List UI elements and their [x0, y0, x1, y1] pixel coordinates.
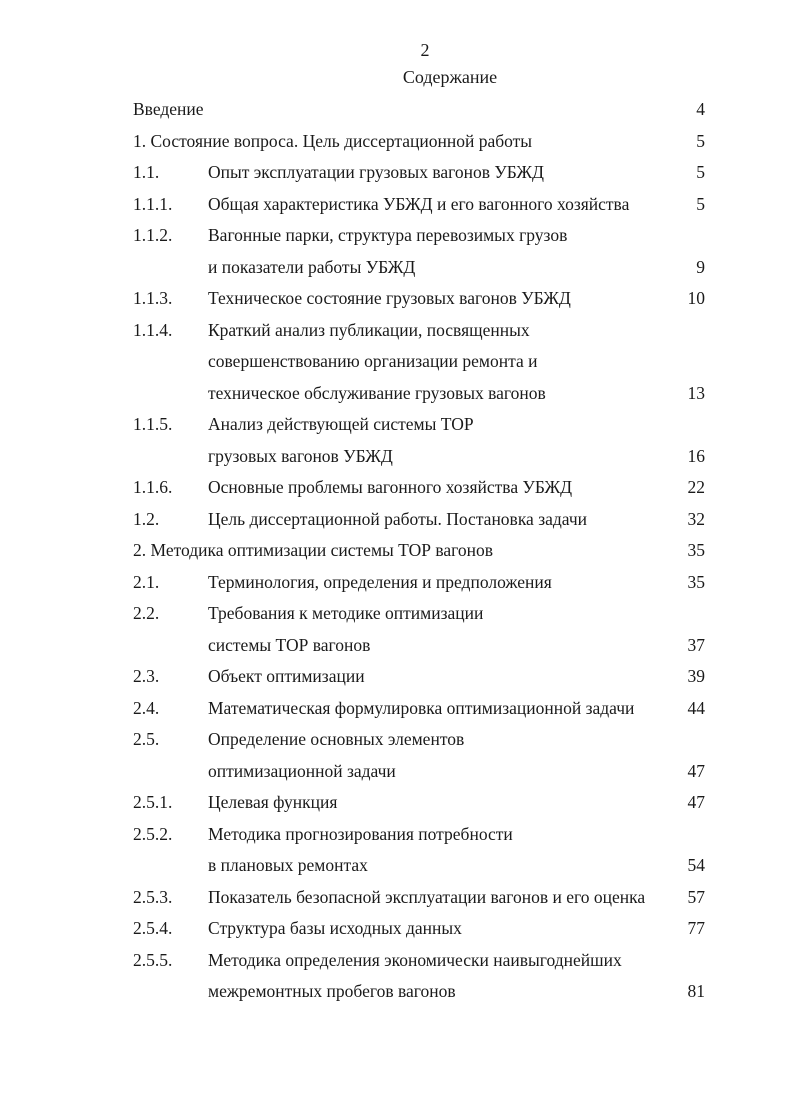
toc-entry-page: 10 — [687, 288, 705, 308]
toc-entry-text: Математическая формулировка оптимизационной задачи — [208, 697, 635, 718]
toc-entry — [0, 884, 797, 916]
toc-entry-text: Введение — [133, 99, 204, 119]
toc-entry-text: в плановых ремонтах — [208, 855, 368, 875]
toc-entry-text: Опыт эксплуатации грузовых вагонов УБЖД — [208, 162, 544, 182]
toc-entry — [0, 411, 797, 443]
toc-entry-page: 35 — [687, 540, 705, 560]
toc-entry-number: 1.2. — [133, 508, 160, 529]
toc-entry-text: Объект оптимизации — [208, 666, 365, 686]
toc-entry-page: 39 — [687, 666, 705, 686]
toc-entry-number: 1.1.2. — [133, 225, 173, 245]
toc-entry — [0, 159, 797, 191]
toc-entry-text: Общая характеристика УБЖД и его вагонного хозяйства — [208, 193, 630, 214]
toc-entry — [0, 317, 797, 349]
toc-entry — [0, 537, 797, 569]
toc-entry — [0, 789, 797, 821]
toc-entry-text: оптимизационной задачи — [208, 760, 396, 781]
toc-entry-page: 54 — [687, 855, 705, 875]
toc-entry-text: Основные проблемы вагонного хозяйства УБЖД — [208, 477, 573, 497]
toc-entry — [0, 96, 797, 128]
toc-entry-page: 9 — [696, 256, 705, 277]
toc-entry-page: 5 — [696, 193, 705, 214]
toc-entry-page: 35 — [687, 571, 705, 592]
toc-entry — [0, 947, 797, 979]
toc-entry-text: Целевая функция — [208, 792, 338, 812]
toc-entry-number: 2.5.2. — [133, 823, 173, 844]
toc-entry-text: системы ТОР вагонов — [208, 634, 371, 655]
toc-entry — [0, 348, 797, 380]
toc-entry-text: Терминология, определения и предположения — [208, 571, 552, 592]
toc-entry-page: 57 — [687, 886, 705, 907]
toc-entry-text: Определение основных элементов — [208, 729, 465, 749]
toc-entry-text: Показатель безопасной эксплуатации вагонов и его оценка — [208, 886, 646, 907]
toc-entry-text: Структура базы исходных данных — [208, 918, 462, 938]
toc-entry-page: 77 — [687, 918, 705, 938]
toc-entry-number: 2.5. — [133, 729, 160, 749]
toc-entry-number: 2.5.1. — [133, 792, 173, 812]
toc-entry — [0, 726, 797, 758]
toc-entry-text: Техническое состояние грузовых вагонов УБЖД — [208, 288, 571, 308]
toc-entry-number: 1.1.5. — [133, 414, 173, 434]
toc-entry-page: 16 — [687, 445, 705, 466]
toc-entry-text: Вагонные парки, структура перевозимых грузов — [208, 225, 568, 245]
toc-entry-page: 22 — [687, 477, 705, 497]
toc-entry-number: 2.5.3. — [133, 886, 173, 907]
toc-entry-page: 5 — [696, 130, 705, 151]
toc-entry-number: 1.1.6. — [133, 477, 173, 497]
page-title: Содержание — [402, 67, 498, 87]
table-of-contents — [0, 96, 797, 1010]
toc-entry-page: 5 — [696, 162, 705, 182]
toc-entry — [0, 474, 797, 506]
toc-entry-text: Краткий анализ публикации, посвященных — [208, 319, 530, 340]
toc-entry-number: 1.1.4. — [133, 319, 173, 340]
toc-entry — [0, 191, 797, 223]
toc-entry-number: 2.1. — [133, 571, 160, 592]
toc-entry-page: 32 — [687, 508, 705, 529]
toc-entry — [0, 254, 797, 286]
toc-entry-text: Анализ действующей системы ТОР — [208, 414, 474, 434]
toc-entry-text: 2. Методика оптимизации системы ТОР вагонов — [133, 540, 494, 560]
toc-entry-page: 47 — [687, 760, 705, 781]
toc-entry-number: 2.5.4. — [133, 918, 173, 938]
toc-entry-text: межремонтных пробегов вагонов — [208, 981, 456, 1001]
toc-entry — [0, 852, 797, 884]
toc-entry — [0, 915, 797, 947]
toc-entry-text: Требования к методике оптимизации — [208, 603, 484, 623]
toc-entry-text: Цель диссертационной работы. Постановка задачи — [208, 508, 588, 529]
toc-entry-number: 2.3. — [133, 666, 160, 686]
toc-entry-number: 1.1.1. — [133, 193, 173, 214]
toc-entry-text: техническое обслуживание грузовых вагонов — [208, 382, 546, 403]
toc-entry-number: 1.1. — [133, 162, 160, 182]
toc-entry — [0, 758, 797, 790]
toc-entry — [0, 978, 797, 1010]
toc-entry-text: Методика определения экономически наивыгоднейших — [208, 949, 622, 970]
page-number: 2 — [420, 40, 430, 60]
toc-entry — [0, 128, 797, 160]
toc-entry — [0, 663, 797, 695]
toc-entry-page: 4 — [696, 99, 705, 119]
toc-entry-number: 2.2. — [133, 603, 160, 623]
toc-entry — [0, 285, 797, 317]
toc-entry-number: 1.1.3. — [133, 288, 173, 308]
toc-entry-text: Методика прогнозирования потребности — [208, 823, 513, 844]
toc-entry — [0, 222, 797, 254]
toc-entry — [0, 600, 797, 632]
toc-entry-page: 44 — [687, 697, 705, 718]
toc-entry-number: 2.4. — [133, 697, 160, 718]
toc-entry-text: совершенствованию организации ремонта и — [208, 351, 538, 371]
toc-entry — [0, 821, 797, 853]
toc-entry — [0, 380, 797, 412]
toc-entry — [0, 506, 797, 538]
toc-entry-text: 1. Состояние вопроса. Цель диссертационной работы — [133, 130, 533, 151]
toc-entry — [0, 695, 797, 727]
toc-entry-page: 81 — [687, 981, 705, 1001]
toc-entry-number: 2.5.5. — [133, 949, 173, 970]
toc-entry — [0, 443, 797, 475]
toc-entry-text: грузовых вагонов УБЖД — [208, 445, 393, 466]
toc-entry — [0, 569, 797, 601]
toc-entry-page: 37 — [687, 634, 705, 655]
toc-entry-text: и показатели работы УБЖД — [208, 256, 416, 277]
toc-entry-page: 47 — [687, 792, 705, 812]
toc-entry-page: 13 — [687, 382, 705, 403]
toc-entry — [0, 632, 797, 664]
